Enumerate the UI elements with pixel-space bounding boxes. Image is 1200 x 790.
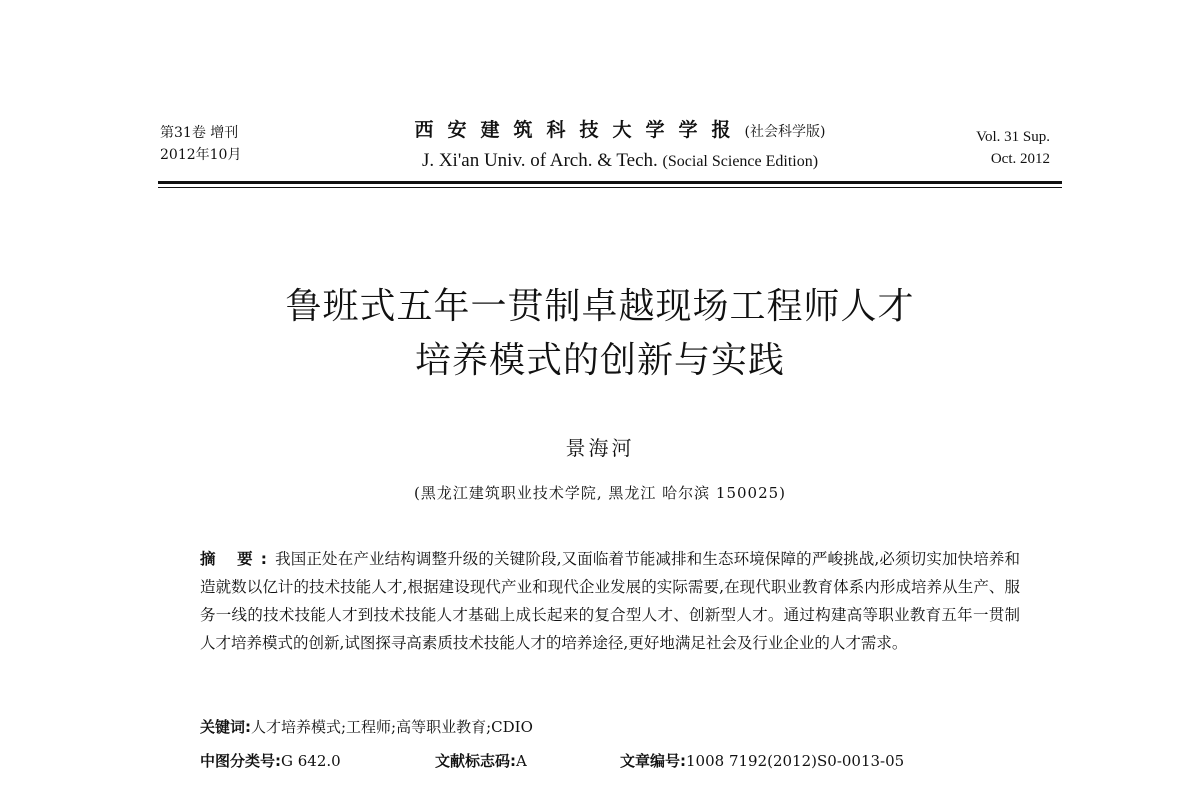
journal-title-cn [330, 116, 910, 146]
article-number [620, 750, 904, 771]
header-rule-thin [158, 187, 1062, 188]
clc-value: G 642.0 [281, 752, 341, 770]
abstract [200, 545, 1020, 657]
header-volume-info-en [976, 126, 1050, 170]
header-volume-info [160, 122, 241, 166]
journal-name-en: J. Xi'an Univ. of Arch. & Tech. [421, 150, 658, 171]
document-code [435, 750, 527, 771]
article-title [0, 280, 1200, 388]
keywords-text: 人才培养模式;工程师;高等职业教育;CDIO [251, 718, 533, 736]
keywords-label: 关键词: [200, 718, 251, 736]
header-rule-thick [158, 181, 1062, 184]
doc-code-label: 文献标志码: [435, 752, 516, 770]
abstract-label: 摘 要: [200, 550, 276, 568]
doc-code-value: A [516, 752, 527, 770]
title-line-2: 培养模式的创新与实践 [414, 340, 785, 381]
keywords [200, 716, 1020, 737]
author-affiliation: (黑龙江建筑职业技术学院, 黑龙江 哈尔滨 150025) [413, 484, 787, 502]
date-en: Oct. 2012 [990, 151, 1050, 167]
clc-label: 中图分类号: [200, 752, 281, 770]
article-number-value: 1008 7192(2012)S0-0013-05 [686, 752, 905, 770]
title-line-1: 鲁班式五年一贯制卓越现场工程师人才 [285, 286, 915, 327]
abstract-text: 我国正处在产业结构调整升级的关键阶段,又面临着节能减排和生态环境保障的严峻挑战,必须切实加快培养和造就数以亿计的技术技能人才,根据建设现代产业和现代企业发展的实际需要,在现代职业教育体系内形成培养从生产、服务一线的技术技能人才到技术技能人才基础上成长起来的复合型人才、创新型人才。通过构建高等职业教育五年一贯制人才培养模式的创新,试图探寻高素质技术技能人才的培养途径,更好地满足社会及行业企业的人才需求。 [200, 550, 1020, 652]
author-name: 景海河 [565, 436, 635, 460]
volume-cn: 第31卷 增刊 [160, 125, 239, 141]
volume-en: Vol. 31 Sup. [976, 129, 1050, 145]
clc-number [200, 750, 341, 771]
journal-edition-cn: (社会科学版) [744, 124, 826, 140]
journal-header [330, 116, 910, 175]
journal-name-cn: 西安建筑科技大学学报 [414, 119, 745, 141]
journal-title-en [330, 148, 910, 175]
date-cn: 2012年10月 [160, 147, 242, 163]
journal-edition-en: (Social Science Edition) [662, 153, 819, 170]
article-number-label: 文章编号: [620, 752, 686, 770]
